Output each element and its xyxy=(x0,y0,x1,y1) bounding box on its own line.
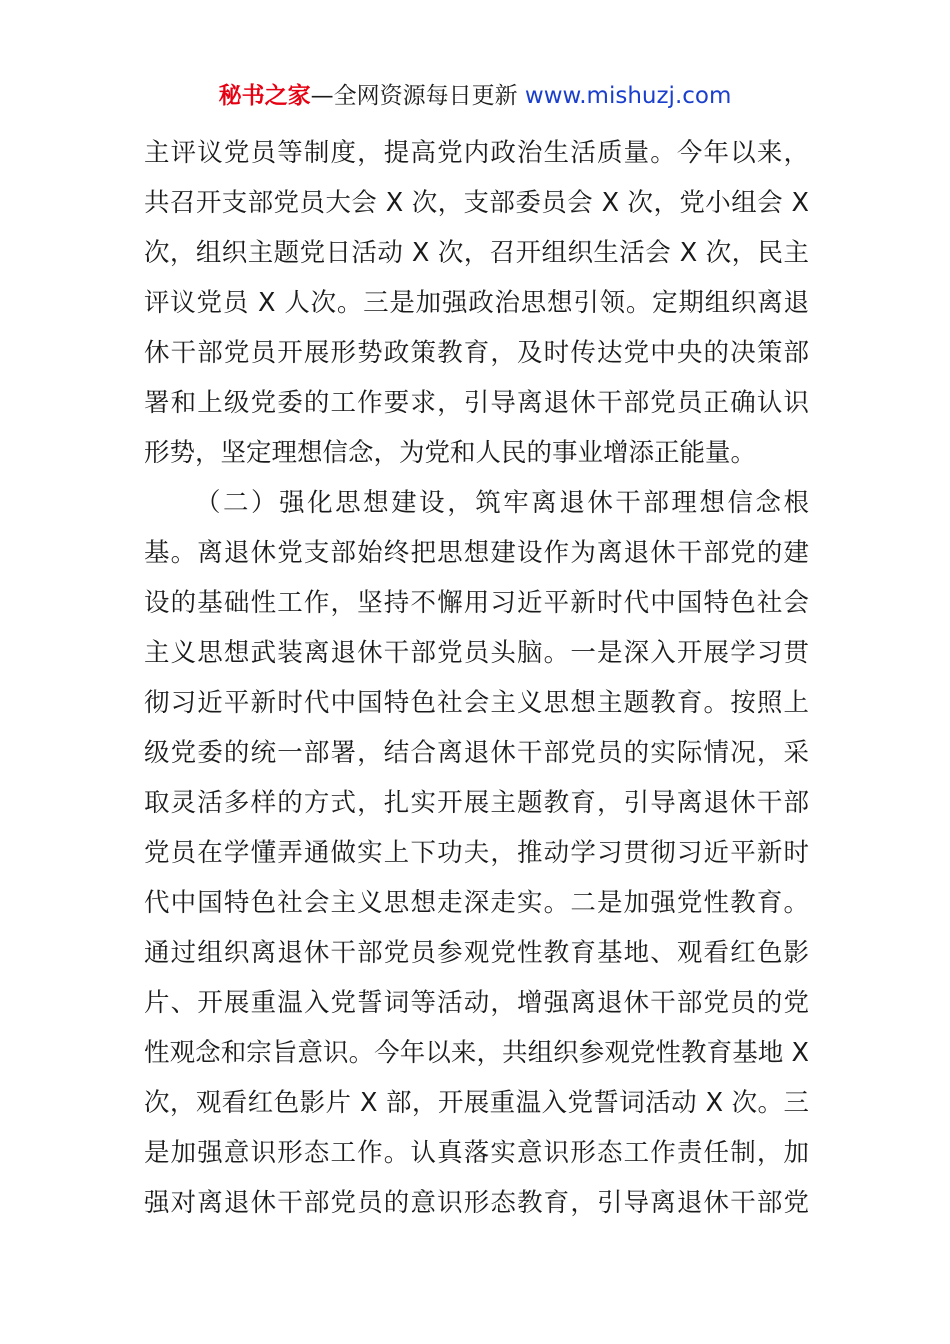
text-line: 次，组织主题党日活动 X 次，召开组织生活会 X 次，民主 xyxy=(144,238,809,268)
header-brand: 秘书之家 xyxy=(218,83,311,109)
page-header xyxy=(0,80,950,112)
text-line: 彻习近平新时代中国特色社会主义思想主题教育。按照上 xyxy=(144,688,809,718)
header-url-link[interactable]: www.mishuzj.com xyxy=(524,83,732,109)
text-line: 代中国特色社会主义思想走深走实。二是加强党性教育。 xyxy=(144,888,809,918)
text-line: 通过组织离退休干部党员参观党性教育基地、观看红色影 xyxy=(144,938,809,968)
text-line: 设的基础性工作，坚持不懈用习近平新时代中国特色社会 xyxy=(144,588,809,618)
text-line: 基。离退休党支部始终把思想建设作为离退休干部党的建 xyxy=(144,538,809,568)
document-body xyxy=(144,128,809,1228)
text-line: 共召开支部党员大会 X 次，支部委员会 X 次，党小组会 X xyxy=(144,188,809,218)
text-line: 片、开展重温入党誓词等活动，增强离退休干部党员的党 xyxy=(144,988,809,1018)
text-line: 形势，坚定理想信念，为党和人民的事业增添正能量。 xyxy=(144,438,757,468)
section-heading-line: （二）强化思想建设，筑牢离退休干部理想信念根 xyxy=(195,488,809,518)
text-line: 次，观看红色影片 X 部，开展重温入党誓词活动 X 次。三 xyxy=(144,1088,809,1118)
text-line: 取灵活多样的方式，扎实开展主题教育，引导离退休干部 xyxy=(144,788,809,818)
text-line: 级党委的统一部署，结合离退休干部党员的实际情况，采 xyxy=(144,738,809,768)
text-line: 评议党员 X 人次。三是加强政治思想引领。定期组织离退 xyxy=(144,288,809,318)
text-line: 署和上级党委的工作要求，引导离退休干部党员正确认识 xyxy=(144,388,809,418)
text-line: 主评议党员等制度，提高党内政治生活质量。今年以来， xyxy=(144,138,809,168)
header-tagline: —全网资源每日更新 xyxy=(310,83,525,109)
text-line: 休干部党员开展形势政策教育，及时传达党中央的决策部 xyxy=(144,338,809,368)
text-line: 党员在学懂弄通做实上下功夫，推动学习贯彻习近平新时 xyxy=(144,838,809,868)
text-line: 主义思想武装离退休干部党员头脑。一是深入开展学习贯 xyxy=(144,638,809,668)
text-line: 性观念和宗旨意识。今年以来，共组织参观党性教育基地 X xyxy=(144,1038,809,1068)
text-line: 强对离退休干部党员的意识形态教育，引导离退休干部党 xyxy=(144,1188,809,1218)
text-line: 是加强意识形态工作。认真落实意识形态工作责任制，加 xyxy=(144,1138,809,1168)
